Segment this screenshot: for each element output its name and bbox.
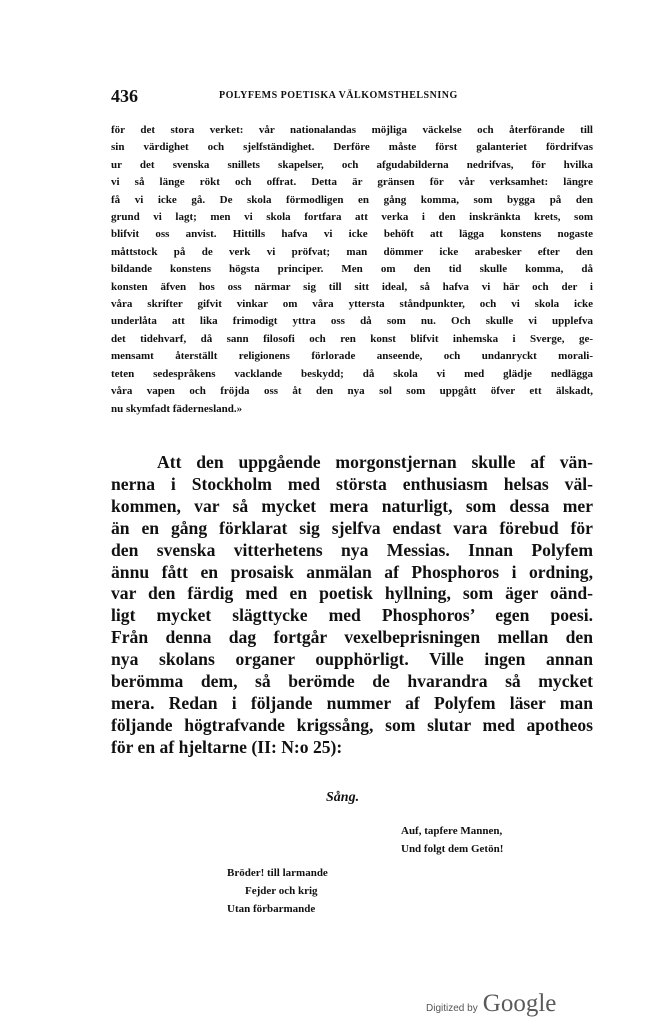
- google-logo: Google: [482, 990, 557, 1017]
- running-head: POLYFEMS POETISKA VÄLKOMSTHELSNING: [219, 90, 458, 101]
- quote-line: blifvit oss anvist. Hittills hafva vi icke behöft att lägga konstens nogaste: [111, 228, 593, 241]
- body-line: ännu fått en prosaisk anmälan af Phosphoros i ordning,: [111, 561, 593, 582]
- epigraph-line: Und folgt dem Getön!: [401, 843, 504, 855]
- quote-line: våra skrifter gifvit vinkar om våra yttersta ståndpunkter, och vi skola icke: [111, 298, 593, 311]
- watermark-prefix: Digitized by: [426, 1003, 478, 1014]
- quote-line: få vi icke gå. De skola förmodligen en gång komma, som bygga på den: [111, 193, 593, 206]
- quoted-passage: [111, 122, 593, 418]
- body-line: den svenska vitterhetens nya Messias. Innan Polyfem: [111, 539, 593, 560]
- body-line: ligt mycket slägttycke med Phosphoros’ egen poesi.: [111, 605, 593, 626]
- quote-line: teten sedespråkens vacklande beskydd; då skola vi med glädje nedlägga: [111, 367, 593, 380]
- quote-line: konsten äfven hos oss närmar sig till sitt ideal, så hafva vi här och der i: [111, 280, 593, 293]
- verse-line: Fejder och krig: [245, 885, 318, 897]
- body-paragraph: [111, 452, 593, 759]
- body-line: kommen, var så mycket mera naturligt, som dessa mer: [111, 495, 593, 516]
- quote-line: våra vapen och fröjda oss åt den nya sol som uppgått öfver ett älskadt,: [111, 385, 593, 398]
- quote-line: grund vi lagt; men vi skola fortfara att verka i den inskränkta krets, som: [111, 211, 593, 224]
- quote-line: mensamt återställt religionens förlorade anseende, och undanryckt morali-: [111, 350, 593, 363]
- body-line: nerna i Stockholm med största enthusiasm helsas väl-: [111, 473, 593, 494]
- quote-line: det tidehvarf, då sann filosofi och ren konst blifvit inhemska i Sverge, ge-: [111, 332, 593, 345]
- body-line: än en gång förklarat sig sjelfva endast vara förebud för: [111, 517, 593, 538]
- epigraph-line: Auf, tapfere Mannen,: [401, 825, 503, 837]
- verse-line: Bröder! till larmande: [227, 867, 328, 879]
- poem-epigraph: [401, 822, 503, 858]
- quote-line: bildande konstens högsta principer. Men om den tid skulle komma, då: [111, 263, 593, 276]
- body-line: Från denna dag fortgår vexelbeprisningen mellan den: [111, 627, 593, 648]
- body-line: nya skolans organer oupphörligt. Ville ingen annan: [111, 649, 593, 670]
- page-header: [111, 86, 598, 108]
- body-line: följande högtrafvande krigssång, som slutar med apotheos: [111, 714, 593, 735]
- body-line: Att den uppgående morgonstjernan skulle af vän-: [157, 452, 593, 472]
- body-line: för en af hjeltarne (II: N:o 25):: [111, 736, 343, 757]
- quote-line: för det stora verket: vår nationalandas möjliga väckelse och återförande till: [111, 124, 593, 136]
- quote-line: underlåta att lika frimodigt yttra oss då som nu. Och skulle vi upplefva: [111, 315, 593, 328]
- quote-line: vi så länge rökt och offrat. Detta är gränsen för vår verksamhet: längre: [111, 176, 593, 189]
- quote-line: sin värdighet och sjelfständighet. Derföre måste först galanteriet fördrifvas: [111, 141, 593, 154]
- body-line: mera. Redan i följande nummer af Polyfem läser man: [111, 692, 593, 713]
- poem-stanza: [227, 864, 328, 918]
- body-line: berömma dem, så berömde de hvarandra så mycket: [111, 671, 593, 692]
- quote-line: nu skymfadt fädernesland.»: [111, 402, 243, 415]
- digitized-watermark: [426, 990, 556, 1018]
- quote-line: ur det svenska snillets skapelser, och afgudabilderna nedrifvas, för hvilka: [111, 158, 593, 171]
- body-line: var den färdig med en poetisk hyllning, som äger oänd-: [111, 583, 593, 604]
- page-number: 436: [111, 86, 138, 106]
- poem-title: Sång.: [326, 790, 360, 805]
- quote-line: måttstock på de verk vi pröfvat; man dömmer icke arabesker efter den: [111, 245, 593, 258]
- verse-line: Utan förbarmande: [227, 903, 316, 915]
